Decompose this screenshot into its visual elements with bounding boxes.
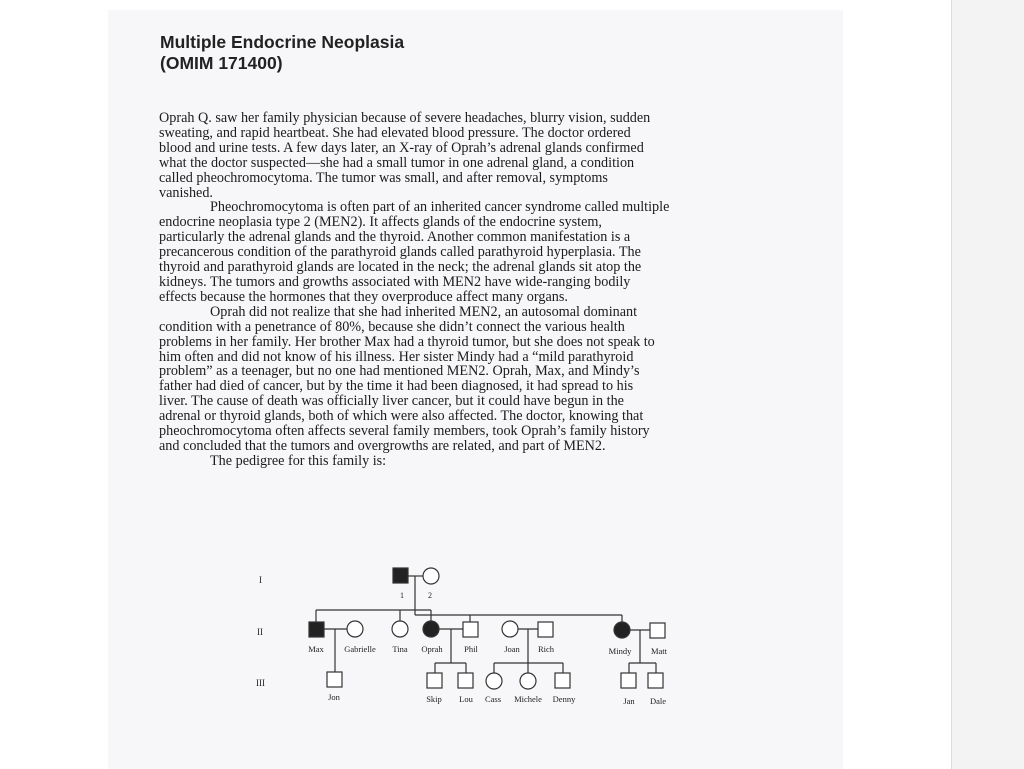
individual-number: 2 xyxy=(428,591,432,600)
pedigree-female-affected xyxy=(423,621,439,637)
text-line: and concluded that the tumors and overgrowths are related, and part of MEN2. xyxy=(159,437,606,454)
generation-label: I xyxy=(259,575,262,585)
text-line: thyroid and parathyroid glands are located in the neck; the adrenal glands sit atop the xyxy=(159,259,642,276)
individual-name: Joan xyxy=(504,644,520,654)
pedigree-male xyxy=(621,673,636,688)
text-line: precancerous condition of the parathyroid glands called parathyroid hyperplasia. The xyxy=(159,244,641,261)
case-study-text xyxy=(159,111,759,469)
text-line: condition with a penetrance of 80%, because she didn’t connect the various health xyxy=(159,318,625,335)
pedigree-male xyxy=(427,673,442,688)
individual-name: Matt xyxy=(650,646,668,656)
text-line: vanished. xyxy=(159,184,213,201)
pedigree-female xyxy=(486,673,502,689)
pedigree-male xyxy=(327,672,342,687)
pedigree-male xyxy=(650,623,665,638)
text-line: problems in her family. Her brother Max had a thyroid tumor, but she does not speak to xyxy=(159,333,655,350)
pedigree-female xyxy=(347,621,363,637)
text-line: pheochromocytoma often affects several family members, took Oprah’s family history xyxy=(159,423,650,440)
pedigree-male-affected xyxy=(309,622,324,637)
text-line: father had died of cancer, but by the time it had been diagnosed, it had spread to his xyxy=(159,378,634,395)
pedigree-male xyxy=(463,622,478,637)
text-line: Pheochromocytoma is often part of an inherited cancer syndrome called multiple xyxy=(210,199,670,216)
document-title xyxy=(160,32,404,74)
text-line: adrenal or thyroid glands, both of which were also affected. The doctor, knowing that xyxy=(159,408,644,425)
generation-label: II xyxy=(257,627,263,637)
individual-name: Max xyxy=(308,644,324,654)
individual-name: Rich xyxy=(537,644,555,654)
title-line-1: Multiple Endocrine Neoplasia xyxy=(160,32,405,52)
pedigree-female xyxy=(502,621,518,637)
individual-name: Jon xyxy=(328,692,340,702)
generation-label: III xyxy=(256,678,265,688)
individual-name: Oprah xyxy=(421,644,443,654)
text-line: endocrine neoplasia type 2 (MEN2). It affects glands of the endocrine system, xyxy=(159,214,602,231)
individual-name: Tina xyxy=(392,644,408,654)
individual-name: Denny xyxy=(552,694,576,704)
text-line: effects because the hormones that they overproduce affect many organs. xyxy=(159,288,568,305)
pedigree-diagram xyxy=(230,555,680,715)
text-line: Oprah Q. saw her family physician because of severe headaches, blurry vision, sudden xyxy=(159,110,651,126)
text-line: called pheochromocytoma. The tumor was small, and after removal, symptoms xyxy=(159,169,608,186)
pedigree-female xyxy=(423,568,439,584)
text-line: problem” as a teenager, but no one had mentioned MEN2. Oprah, Max, and Mindy’s xyxy=(159,363,640,380)
individual-name: Phil xyxy=(464,644,478,654)
individual-name: Jan xyxy=(623,696,635,706)
individual-name: Lou xyxy=(459,694,473,704)
pedigree-female xyxy=(392,621,408,637)
text-line: what the doctor suspected—she had a small tumor in one adrenal gland, a condition xyxy=(159,154,635,171)
text-line: sweating, and rapid heartbeat. She had elevated blood pressure. The doctor ordered xyxy=(159,124,631,141)
text-line: blood and urine tests. A few days later, an X-ray of Oprah’s adrenal glands confirmed xyxy=(159,139,644,156)
text-line: liver. The cause of death was officially liver cancer, but it could have begun in the xyxy=(159,393,624,410)
pedigree-male xyxy=(538,622,553,637)
individual-name: Dale xyxy=(649,696,667,706)
text-line: him often and did not know of his illness. Her sister Mindy had a “mild parathyroid xyxy=(159,348,634,365)
pedigree-male xyxy=(458,673,473,688)
pedigree-male xyxy=(555,673,570,688)
right-scroll-panel[interactable] xyxy=(951,0,1024,769)
pedigree-male-affected xyxy=(393,568,408,583)
text-line: The pedigree for this family is: xyxy=(210,452,387,469)
text-line: Oprah did not realize that she had inherited MEN2, an autosomal dominant xyxy=(210,303,638,320)
pedigree-male xyxy=(648,673,663,688)
text-line: particularly the adrenal glands and the thyroid. Another common manifestation is a xyxy=(159,229,631,246)
individual-name: Skip xyxy=(426,694,442,704)
individual-name: Gabrielle xyxy=(344,644,376,654)
text-line: kidneys. The tumors and growths associated with MEN2 have wide-ranging bodily xyxy=(159,273,631,290)
individual-number: 1 xyxy=(400,591,404,600)
individual-name: Cass xyxy=(484,694,502,704)
individual-name: Michele xyxy=(514,694,542,704)
pedigree-female-affected xyxy=(614,622,630,638)
individual-name: Mindy xyxy=(608,646,632,656)
title-line-2: (OMIM 171400) xyxy=(160,53,283,73)
pedigree-female xyxy=(520,673,536,689)
